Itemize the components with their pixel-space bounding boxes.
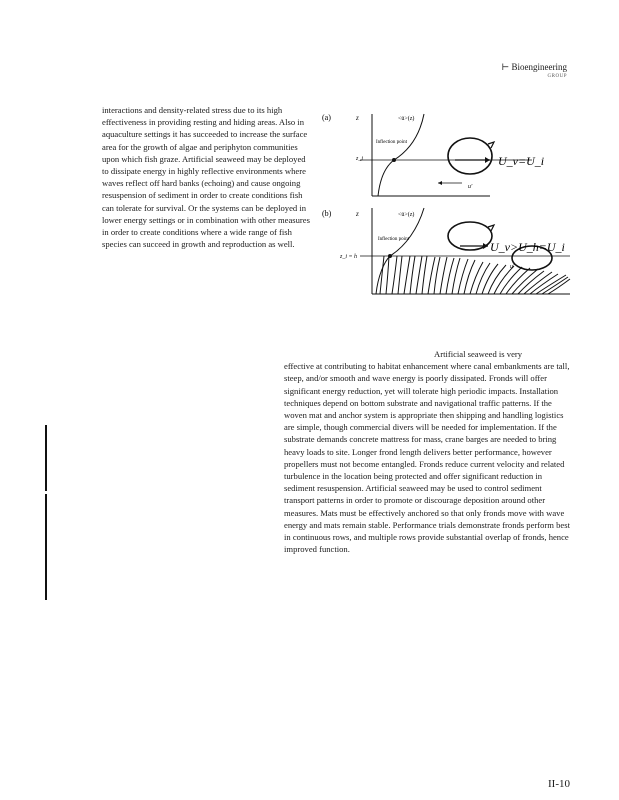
panel-a-axis: z xyxy=(356,114,359,122)
header-title: ⊢ Bioengineering xyxy=(501,62,567,72)
margin-rule-upper xyxy=(45,425,47,491)
panel-b-height: z_i = h xyxy=(340,254,358,260)
panel-b-velocity: U_v>U_h=U_i xyxy=(490,240,565,254)
panel-a-profile: <ū>(z) xyxy=(398,116,415,122)
panel-a-wave: u′ xyxy=(468,184,473,190)
panel-b-axis: z xyxy=(356,210,359,218)
page-header xyxy=(502,62,568,82)
header-subtitle: GROUP xyxy=(547,74,567,79)
paragraph-artificial-seaweed xyxy=(284,348,572,555)
panel-a-height: z_i xyxy=(356,156,364,162)
panel-b-label: (b) xyxy=(322,209,332,218)
panel-a-label: (a) xyxy=(322,113,331,122)
paragraph2-body: effective at contributing to habitat enhancement where canal embankments are tall, steep, and/or smooth and wave energy is poorly dissipated. Fronds will offer significant energy reduction, yet will tolerate high periodic impacts. Installation techniques depend on bottom substrate and navigational traffic patterns. If the woven mat and anchor system is appropriate then shipping and handling logistics are simple, though commercial divers will be needed for implementation. If the substrate demands concrete mattress for mass, crane barges are needed to bring heavy loads to site. Longer frond length delivers better performance, however propellers must not become entangled. Fronds reduce current velocity and related turbulence in the location being protected and offer significant reduction in sediment resuspension. Artificial seaweed may be used to control sediment transport patterns in order to promote or discourage deposition around other measures. Mats must be effectively anchored so that only fronds move with wave energy and mats remain stable. Performance trials demonstrate fronds perform best in continuous rows, and multiple rows provide substantial overlap of fronds, hence improved function. xyxy=(284,361,570,555)
panel-a-velocity: U_v=U_i xyxy=(498,154,545,168)
paragraph-intro: interactions and density-related stress due to its high effectiveness in providing resting and hiding areas. Also in aquaculture settings it has succeeded to increase the surface area for the growth of algae and periphyton communities upon which fish graze. Artificial seaweed may be deployed to dissipate energy in highly reflective environments where waves reflect off hard banks (echoing) and cause ongoing resuspension of sediment in order to create conditions fish can tolerate for survival. Or the systems can be deployed in lower energy settings or in combination with other measures in order to create conditions where a wide range of fish species can succeed in growth and reproduction as well. xyxy=(102,105,310,250)
paragraph2-lead: Artificial seaweed is very xyxy=(434,349,523,359)
panel-b-profile: <ū>(z) xyxy=(398,212,415,218)
panel-a-inflection: Inflection point xyxy=(376,140,407,145)
panel-b-wave: u′ xyxy=(510,264,515,270)
panel-b-inflection: Inflection point xyxy=(378,237,409,242)
margin-rule-lower xyxy=(45,494,47,600)
page-number: II-10 xyxy=(548,778,570,790)
velocity-profile-figure xyxy=(320,108,585,298)
